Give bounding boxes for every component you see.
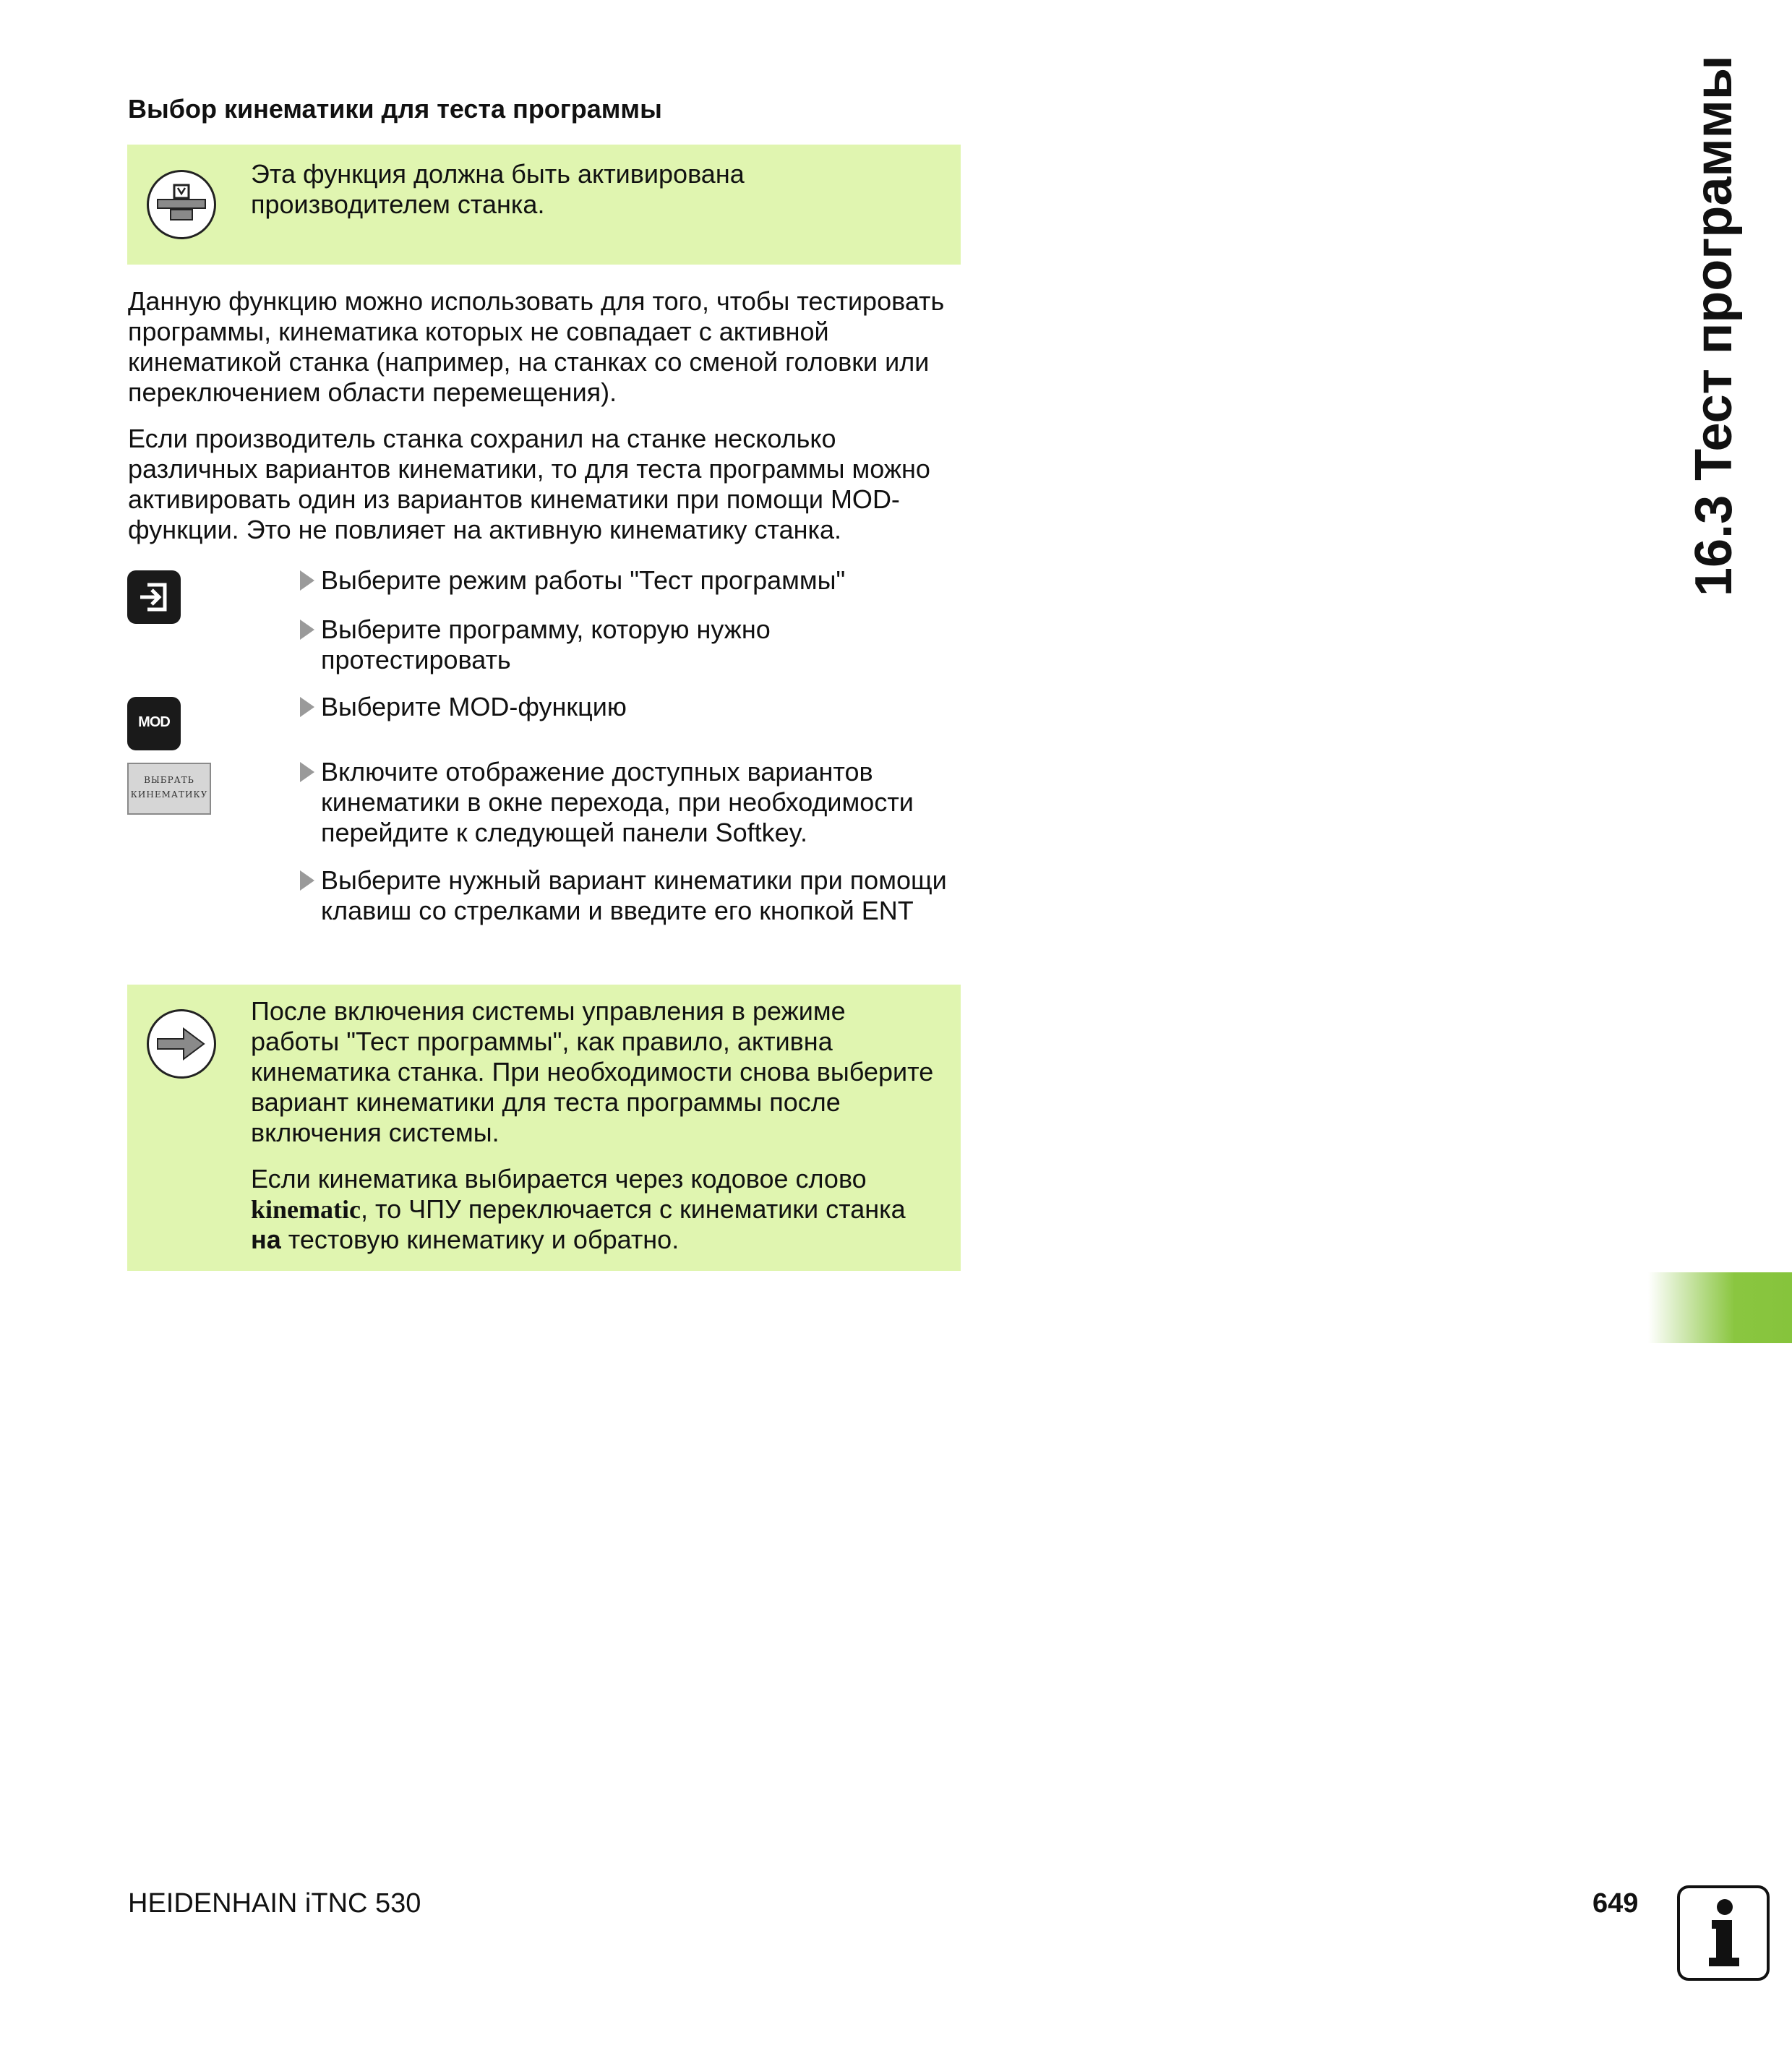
step-1-text: Выберите режим работы "Тест программы" bbox=[321, 565, 846, 595]
step-1 bbox=[299, 565, 964, 596]
select-kinematics-softkey[interactable] bbox=[127, 763, 211, 815]
softkey-label-line1: ВЫБРАТЬ bbox=[144, 775, 194, 785]
step-5 bbox=[299, 865, 964, 926]
note-top-text: Эта функция должна быть активирована производителем станка. bbox=[251, 159, 745, 219]
note-text-segment: тестовую кинематику и обратно. bbox=[280, 1225, 679, 1254]
step-2-text: Выберите программу, которую нужно протестировать bbox=[321, 614, 771, 674]
step-4 bbox=[299, 757, 964, 848]
note-bottom-text bbox=[251, 996, 939, 1271]
mod-key-label: MOD bbox=[138, 714, 170, 730]
footer-product: HEIDENHAIN iTNC 530 bbox=[128, 1888, 421, 1919]
note-text-segment: , то ЧПУ переключается с кинематики станка bbox=[360, 1194, 906, 1224]
note-bottom-paragraph-1: После включения системы управления в режиме работы "Тест программы", как правило, активна кинематика станка. При необходимости снова выберите вариант кинематики для теста программы после включения системы. bbox=[251, 996, 934, 1147]
test-run-key-icon bbox=[127, 570, 181, 624]
note-box-bottom bbox=[127, 985, 961, 1271]
bullet-triangle-icon bbox=[300, 697, 314, 717]
mod-key[interactable] bbox=[127, 697, 181, 750]
bullet-triangle-icon bbox=[300, 620, 314, 640]
section-title: Выбор кинематики для теста программы bbox=[128, 94, 662, 124]
step-3 bbox=[299, 692, 964, 722]
info-icon[interactable] bbox=[1677, 1885, 1770, 1981]
arrow-right-icon bbox=[147, 1009, 216, 1079]
step-2 bbox=[299, 614, 964, 675]
info-glyph bbox=[1680, 1888, 1767, 1978]
note-box-top bbox=[127, 145, 961, 265]
bullet-triangle-icon bbox=[300, 762, 314, 782]
note-bottom-paragraph-2 bbox=[251, 1164, 939, 1255]
test-run-key[interactable] bbox=[127, 570, 181, 624]
machine-icon bbox=[147, 170, 216, 239]
note-text-segment: Если кинематика выбирается через кодовое слово bbox=[251, 1164, 867, 1194]
bullet-triangle-icon bbox=[300, 570, 314, 591]
step-3-text: Выберите MOD-функцию bbox=[321, 692, 627, 721]
code-word: kinematic bbox=[251, 1195, 361, 1224]
step-4-text: Включите отображение доступных вариантов кинематики в окне перехода, при необходимости перейдите к следующей панели Softkey. bbox=[321, 757, 914, 847]
softkey-label-line2: КИНЕМАТИКУ bbox=[130, 789, 208, 800]
chapter-tab bbox=[1648, 1272, 1792, 1343]
page-number: 649 bbox=[1592, 1888, 1639, 1919]
bold-word: на bbox=[251, 1225, 281, 1254]
paragraph-kinematics: Если производитель станка сохранил на станке несколько различных вариантов кинематики, то для теста программы можно активировать один из вариантов кинематики при помощи MOD-функции. Это не повлияет на активную кинематику станка. bbox=[128, 424, 930, 544]
bullet-triangle-icon bbox=[300, 870, 314, 891]
chapter-title: 16.3 Тест программы bbox=[1685, 55, 1743, 596]
paragraph-intro: Данную функцию можно использовать для того, чтобы тестировать программы, кинематика которых не совпадает с активной кинематикой станка (например, на станках со сменой головки или переключением области перемещения). bbox=[128, 286, 945, 407]
step-5-text: Выберите нужный вариант кинематики при помощи клавиш со стрелками и введите его кнопкой ENT bbox=[321, 865, 947, 925]
